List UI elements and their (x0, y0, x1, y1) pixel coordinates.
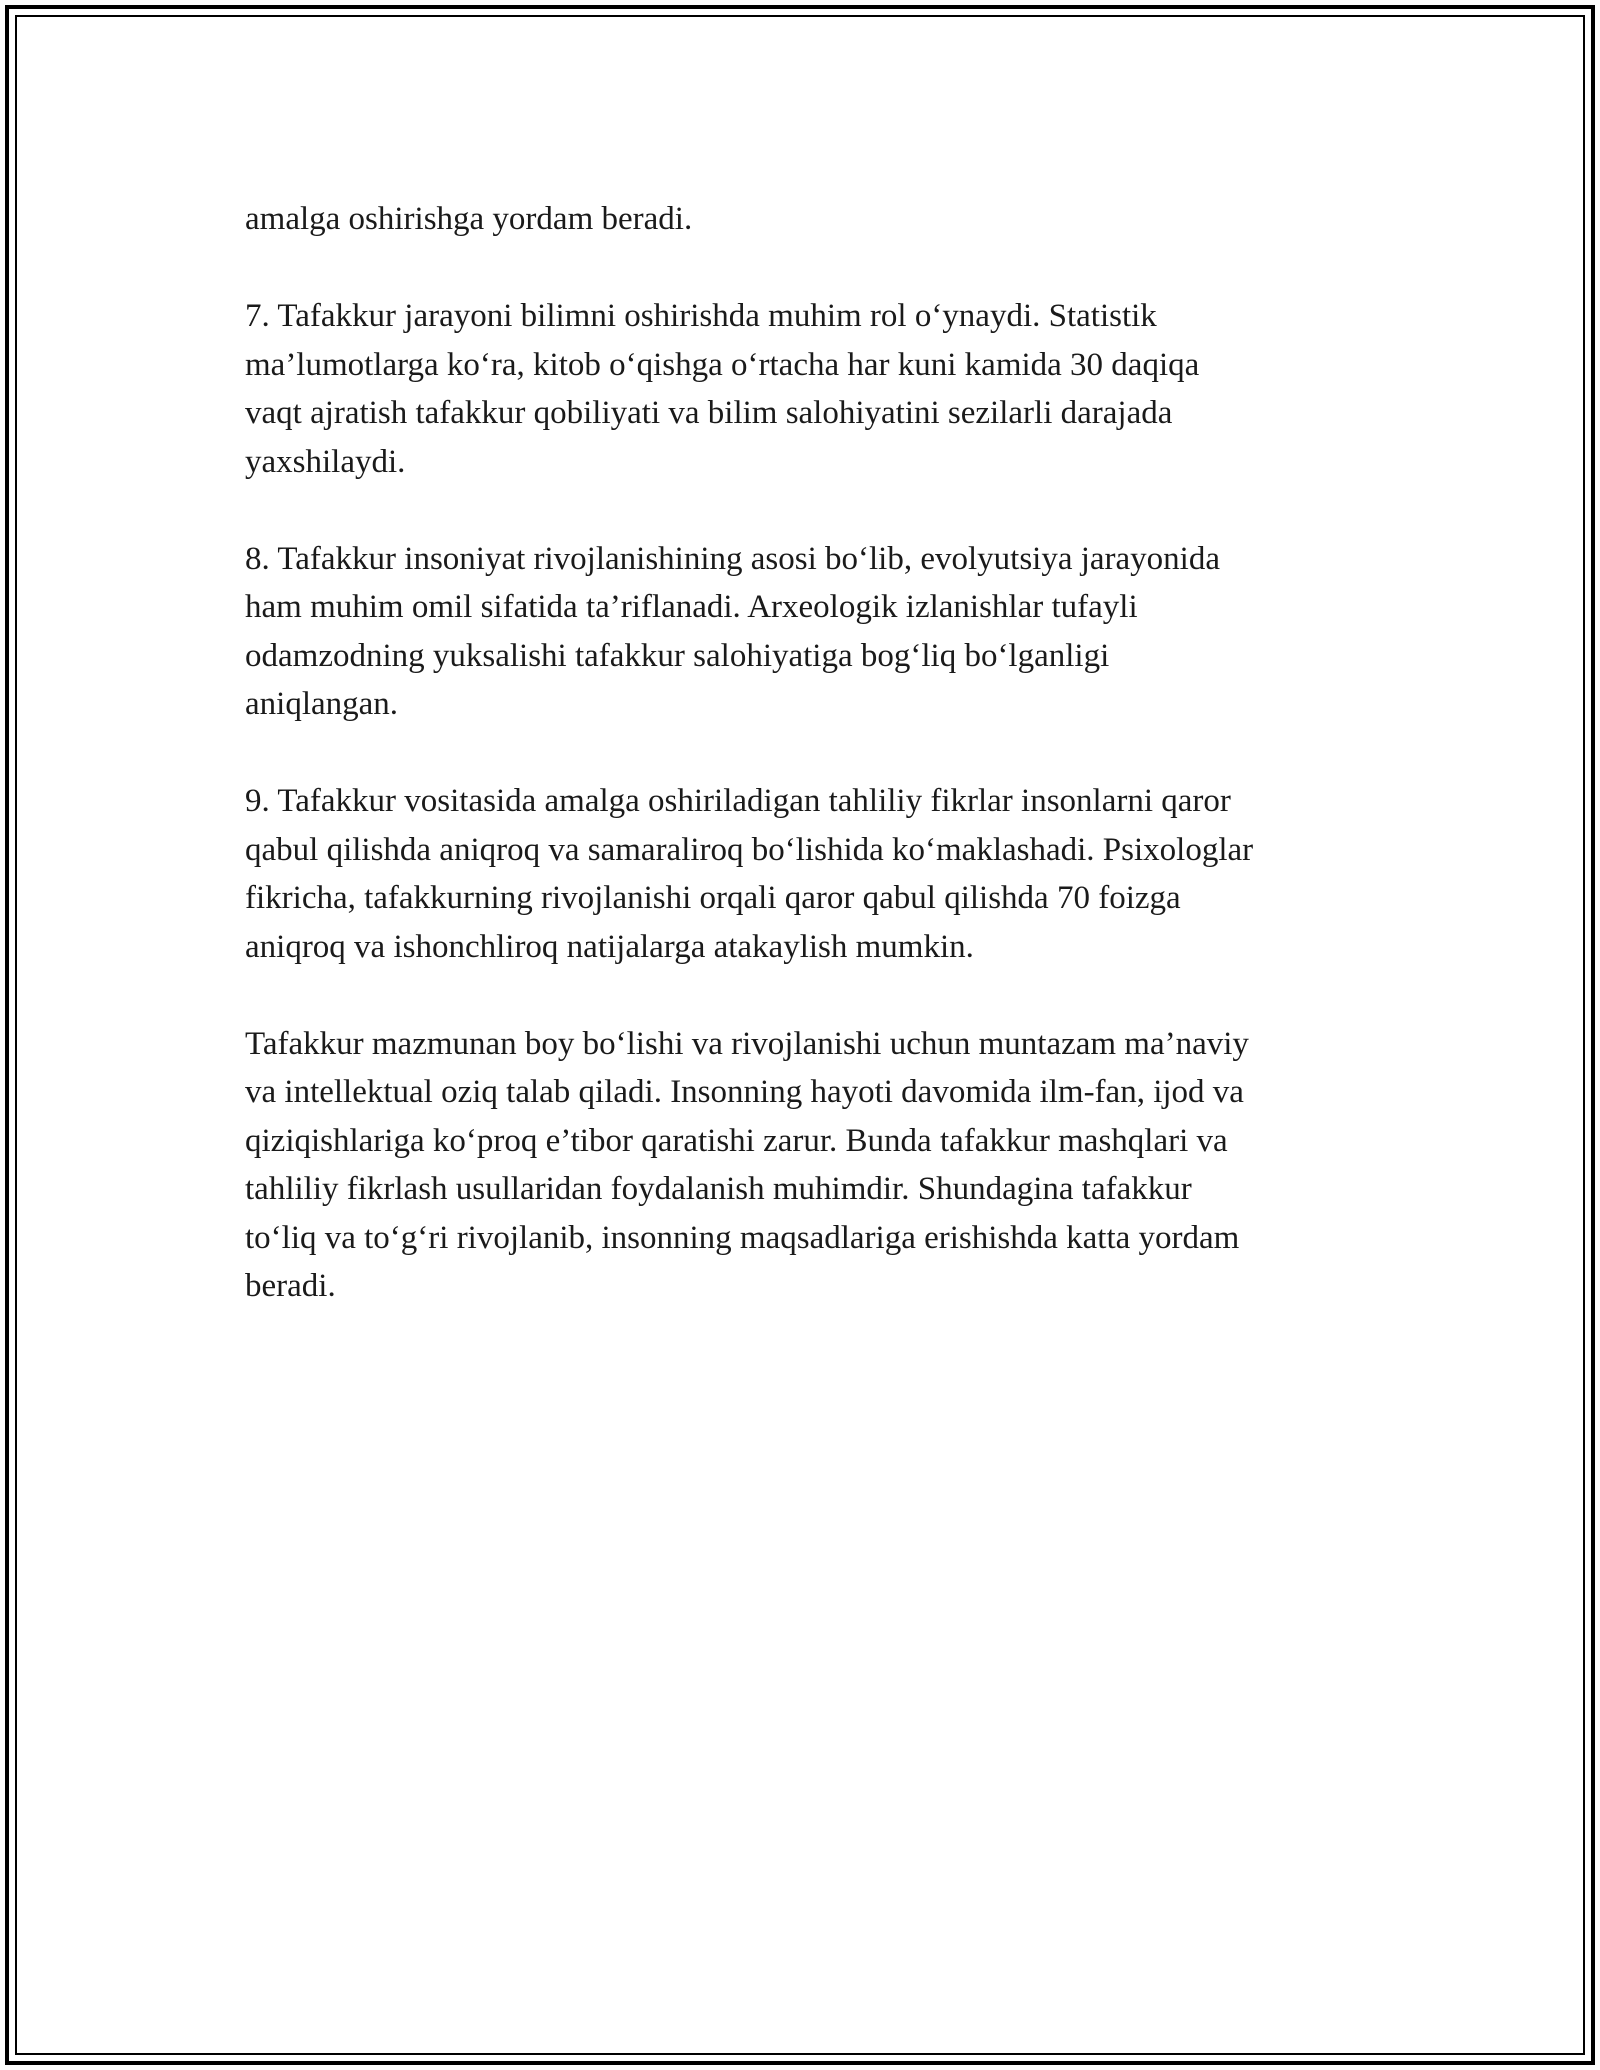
paragraph-conclusion: Tafakkur mazmunan boy bo‘lishi va rivojlanishi uchun muntazam ma’naviy va intellektual oziq talab qiladi. Insonning hayoti davomida ilm-fan, ijod va qiziqishlariga ko‘proq e’tibor qaratishi zarur. Bunda tafakkur mashqlari va tahliliy fikrlash usullaridan foydalanish muhimdir. Shundagina tafakkur to‘liq va to‘g‘ri rivojlanib, insonning maqsadlariga erishishda katta yordam beradi. (245, 1025, 1249, 1304)
paragraph-item-8: 8. Tafakkur insoniyat rivojlanishining asosi bo‘lib, evolyutsiya jarayonida ham muhim omil sifatida ta’riflanadi. Arxeologik izlanishlar tufayli odamzodning yuksalishi tafakkur salohiyatiga bog‘liq bo‘lganligi aniqlangan. (245, 540, 1220, 722)
paragraph-item-9: 9. Tafakkur vositasida amalga oshiriladigan tahliliy fikrlar insonlarni qaror qabul qilishda aniqroq va samaraliroq bo‘lishida ko‘maklashadi. Psixologlar fikricha, tafakkurning rivojlanishi orqali qaror qabul qilishda 70 foizga aniqroq va ishonchliroq natijalarga atakaylish mumkin. (245, 783, 1254, 965)
document-body (245, 195, 1365, 1359)
paragraph-continuation: amalga oshirishga yordam beradi. (245, 201, 693, 237)
page-border (5, 5, 1595, 2065)
paragraph-item-7: 7. Tafakkur jarayoni bilimni oshirishda muhim rol o‘ynaydi. Statistik ma’lumotlarga ko‘ra, kitob o‘qishga o‘rtacha har kuni kamida 30 daqiqa vaqt ajratish tafakkur qobiliyati va bilim salohiyatini sezilarli darajada yaxshilaydi. (245, 298, 1200, 480)
